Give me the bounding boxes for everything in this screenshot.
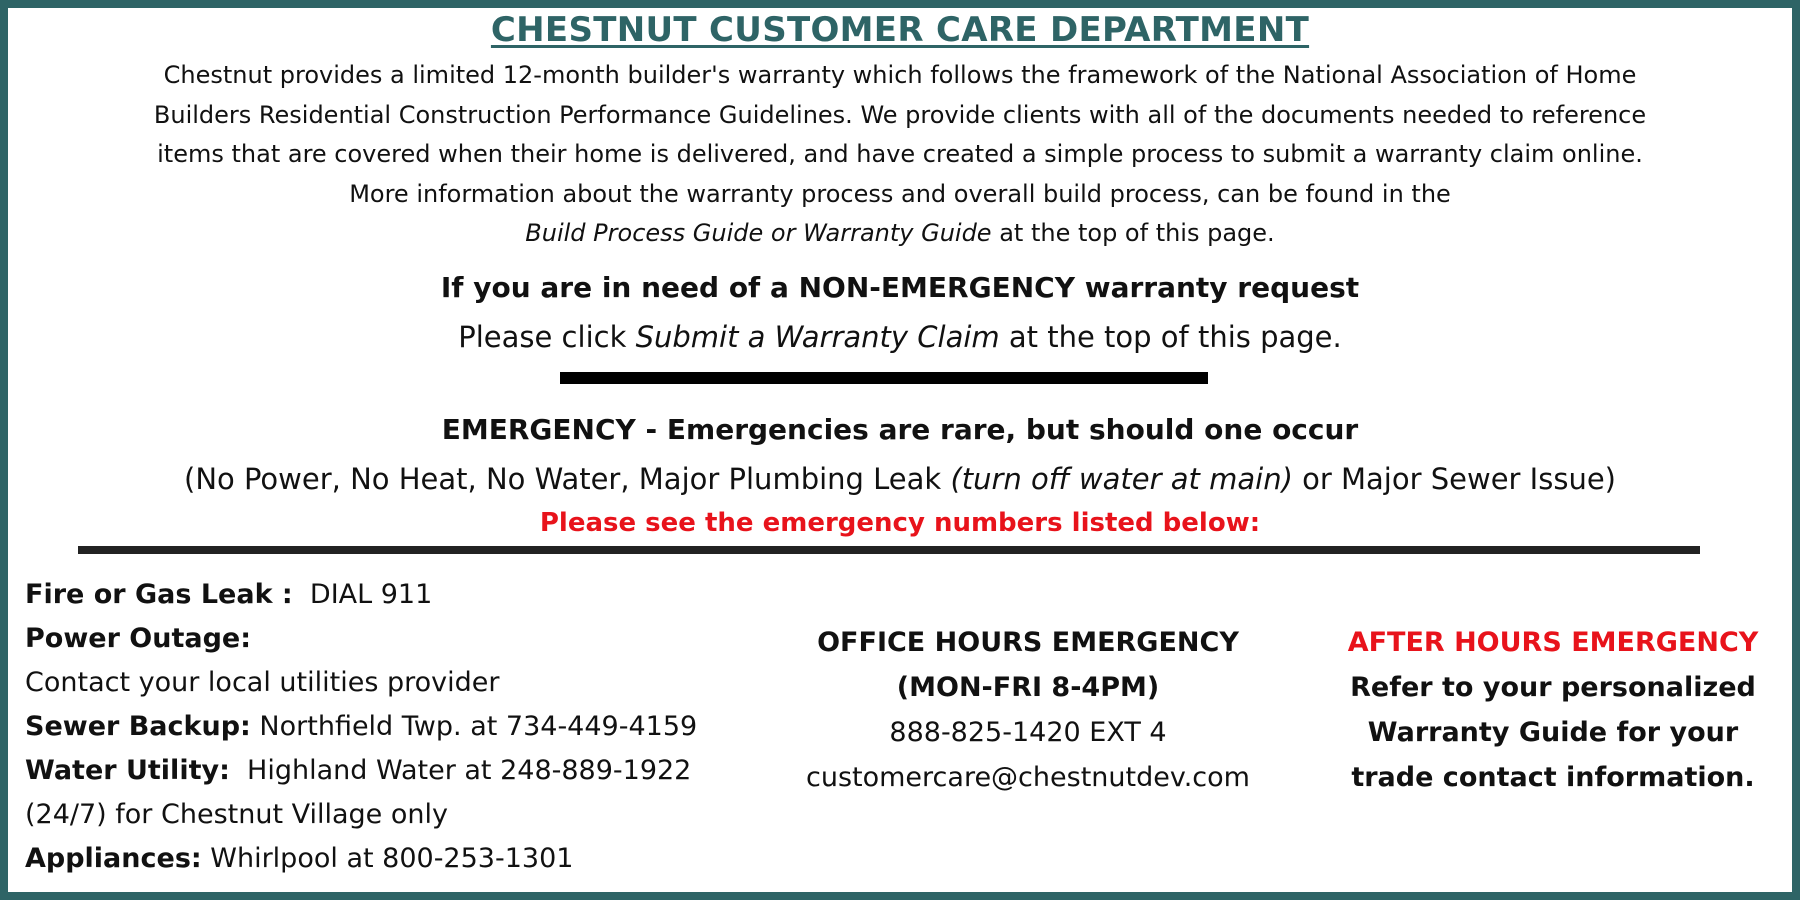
list-item [25, 617, 785, 661]
guide-reference: Build Process Guide or Warranty Guide [525, 219, 992, 247]
intro-line: items that are covered when their home is delivered, and have created a simple process to submit a warranty claim online. [157, 140, 1643, 168]
divider-short [560, 372, 1208, 384]
page-title: CHESTNUT CUSTOMER CARE DEPARTMENT [490, 10, 1310, 50]
after-hours-line: Refer to your personalized [1350, 672, 1756, 703]
non-emergency-heading: If you are in need of a NON-EMERGENCY warranty request [440, 271, 1360, 304]
list-item: Contact your local utilities provider [25, 667, 500, 698]
fire-label: Fire or Gas Leak : [25, 579, 293, 610]
after-hours-line: Warranty Guide for your [1367, 717, 1739, 748]
instruction-prefix: Please click [458, 320, 636, 354]
intro-line-rest: at the top of this page. [991, 219, 1275, 247]
office-hours-heading: OFFICE HOURS EMERGENCY [817, 627, 1239, 658]
contact-list [25, 573, 785, 881]
appliance-label: Appliances: [25, 843, 202, 874]
water-label: Water Utility: [25, 755, 230, 786]
after-hours-line: trade contact information. [1351, 762, 1755, 793]
sewer-value: Northfield Twp. at 734-449-4159 [250, 711, 698, 742]
list-item [25, 749, 785, 793]
power-label: Power Outage: [25, 623, 252, 654]
examples-italic: (turn off water at main) [950, 462, 1293, 496]
examples-prefix: (No Power, No Heat, No Water, Major Plumbing Leak [184, 462, 951, 496]
fire-value: DIAL 911 [292, 579, 433, 610]
emergency-notice: Please see the emergency numbers listed below: [539, 508, 1261, 538]
office-email: customercare@chestnutdev.com [806, 762, 1250, 793]
office-hours-block [768, 620, 1288, 800]
after-hours-heading: AFTER HOURS EMERGENCY [1347, 627, 1759, 658]
non-emergency-instruction [8, 320, 1792, 354]
instruction-suffix: at the top of this page. [999, 320, 1342, 354]
divider-long [78, 546, 1700, 554]
intro-line: Builders Residential Construction Performance Guidelines. We provide clients with all of the documents needed to reference [153, 100, 1647, 129]
list-item [25, 705, 785, 749]
emergency-examples [8, 462, 1792, 496]
appliance-value: Whirlpool at 800-253-1301 [201, 843, 574, 874]
office-phone: 888-825-1420 EXT 4 [889, 717, 1167, 748]
intro-line: Chestnut provides a limited 12-month builder's warranty which follows the framework of the National Association of Home [163, 61, 1637, 89]
after-hours-block [1318, 620, 1788, 800]
intro-paragraph [8, 56, 1792, 254]
sewer-label: Sewer Backup: [25, 711, 251, 742]
emergency-heading: EMERGENCY - Emergencies are rare, but should one occur [441, 413, 1359, 446]
intro-line [8, 214, 1792, 254]
list-item [25, 837, 785, 881]
water-value: Highland Water at 248-889-1922 [229, 755, 692, 786]
examples-suffix: or Major Sewer Issue) [1292, 462, 1616, 496]
list-item: (24/7) for Chestnut Village only [25, 799, 448, 830]
notice-panel [8, 8, 1792, 892]
submit-claim-reference: Submit a Warranty Claim [635, 320, 1000, 354]
list-item [25, 573, 785, 617]
office-hours-days: (MON-FRI 8-4PM) [896, 672, 1160, 703]
intro-line: More information about the warranty process and overall build process, can be found in the [349, 179, 1451, 208]
